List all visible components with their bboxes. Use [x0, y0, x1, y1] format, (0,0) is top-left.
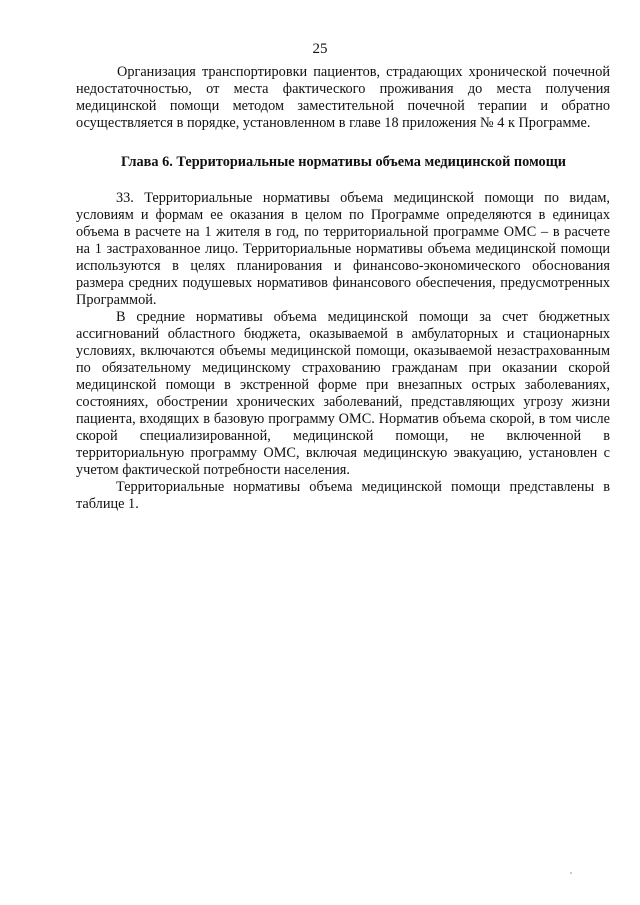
- intro-paragraph: Организация транспортировки пациентов, страдающих хронической почечной недостаточностью, от места фактического проживания до места получения медицинской помощи методом заместительной почечной терапии и обратно осуществляется в порядке, установленном в главе 18 приложения № 4 к Программе.: [76, 64, 610, 131]
- document-body: [76, 64, 610, 513]
- paragraph-33: 33. Территориальные нормативы объема медицинской помощи по видам, условиям и формам ее оказания в целом по Программе определяются в единицах объема в расчете на 1 жителя в год, по территориальной программе ОМС – в расчете на 1 застрахованное лицо. Территориальные нормативы объема медицинской помощи используются в целях планирования и финансово-экономического обоснования размера средних подушевых нормативов финансового обеспечения, предусмотренных Программой.: [76, 190, 610, 308]
- paragraph-table-reference: Территориальные нормативы объема медицинской помощи представлены в таблице 1.: [76, 479, 610, 512]
- scan-speck: [570, 872, 572, 874]
- paragraph-average-norms: В средние нормативы объема медицинской помощи за счет бюджетных ассигнований областного бюджета, оказываемой в амбулаторных и стационарных условиях, включаются объемы медицинской помощи, оказываемой незастрахованным по обязательному медицинскому страхованию гражданам при оказании скорой медицинской помощи в экстренной форме при внезапных острых заболеваниях, состояниях, обострении хронических заболеваний, представляющих угрозу жизни пациента, входящих в базовую программу ОМС. Норматив объема скорой, в том числе скорой специализированной, медицинской помощи, не включенной в территориальную программу ОМС, включая медицинскую эвакуацию, установлен с учетом фактической потребности населения.: [76, 309, 610, 478]
- page-number: 25: [312, 41, 328, 57]
- chapter-heading: Глава 6. Территориальные нормативы объема медицинской помощи: [121, 154, 567, 170]
